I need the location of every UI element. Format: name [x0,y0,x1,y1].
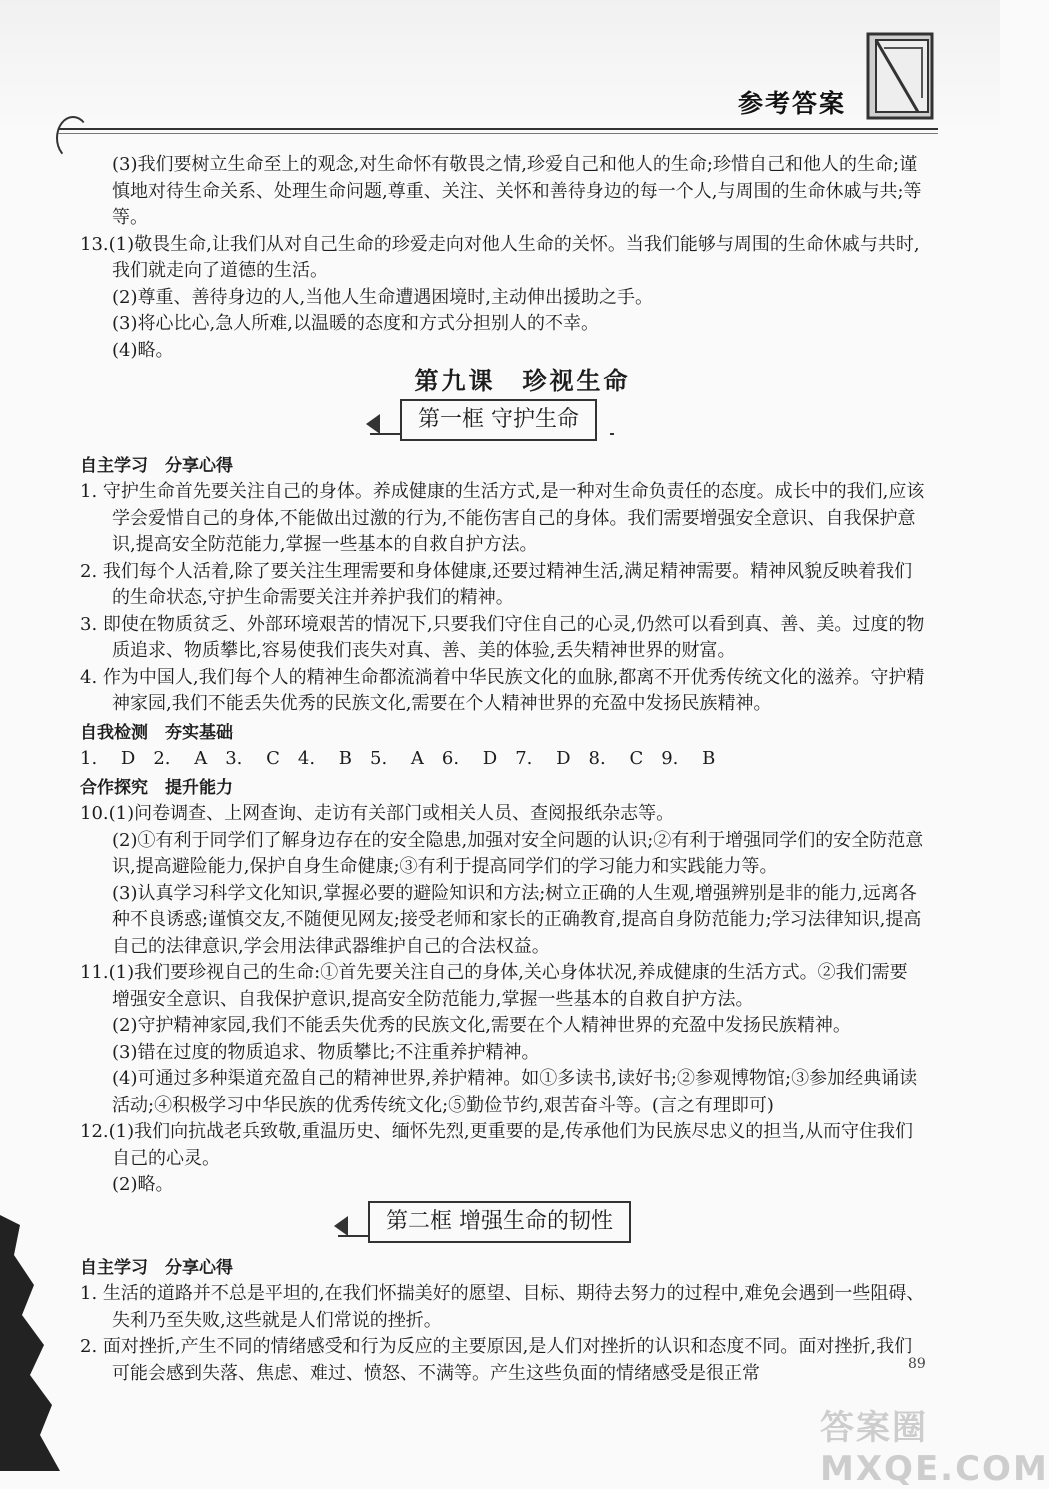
frame-heading-2 [80,1201,925,1249]
answer-paragraph: (3)认真学习科学文化知识,掌握必要的避险知识和方法;树立正确的人生观,增强辨别是非的能力,远离各种不良诱惑;谨慎交友,不随便见网友;接受老师和家长的正确教育,提高自身防范能力;学习法律知识,提高自己的法律意识,学会用法律武器维护自己的合法权益。 [112,882,922,957]
header-title: 参考答案 [738,89,847,118]
answer-text: 守护生命首先要关注自己的身体。养成健康的生活方式,是一种对生命负责任的态度。成长中的我们,应该学会爱惜自己的身体,不能做出过激的行为,不能伤害自己的身体。我们需要增强安全意识、自我保护意识,提高安全防范能力,掌握一些基本的自救自护方法。 [102,481,925,555]
book-icon [858,28,942,124]
frame-title: 第一框 守护生命 [400,399,597,441]
frame-arrow [334,1216,348,1236]
answer-paragraph: (2)尊重、善待身边的人,当他人生命遭遇困境时,主动伸出援助之手。 [112,286,653,308]
answer-text: 作为中国人,我们每个人的精神生命都流淌着中华民族文化的血脉,都离不开优秀传统文化的滋养。守护精神家园,我们不能丢失优秀的民族文化,需要在个人精神世界的充盈中发扬民族精神。 [102,666,925,714]
answer-paragraph: (2)①有利于同学们了解身边存在的安全隐患,加强对安全问题的认识;②有利于增强同学们的安全防范意识,提高避险能力,保护自身生命健康;③有利于提高同学们的学习能力和实践能力等。 [112,829,924,877]
answer-text: 即使在物质贫乏、外部环境艰苦的情况下,只要我们守住自己的心灵,仍然可以看到真、善、美。过度的物质追求、物质攀比,容易使我们丧失对真、善、美的体验,丢失精神世界的财富。 [102,613,925,661]
answer-paragraph: (3)错在过度的物质追求、物质攀比;不注重养护精神。 [112,1041,540,1063]
header-rule [58,128,938,134]
frame-rule-right [610,423,614,435]
answer-paragraph: (2)略。 [112,1174,174,1195]
answer-paragraph: (2)守护精神家园,我们不能丢失优秀的民族文化,需要在个人精神世界的充盈中发扬民族精神。 [112,1015,851,1036]
section-heading: 自主学习 分享心得 [80,1257,233,1278]
answer-text: 面对挫折,产生不同的情绪感受和行为反应的主要原因,是人们对挫折的认识和态度不同。面对挫折,我们可能会感到失落、焦虑、难过、愤怒、不满等。产生这些负面的情绪感受是很正常 [102,1336,913,1384]
question-number: 1. [80,481,98,502]
section-heading: 自主学习 分享心得 [80,455,233,476]
answer-paragraph: (4)略。 [112,339,174,361]
answer-text: (1)问卷调查、上网查询、走访有关部门或相关人员、查阅报纸杂志等。 [108,803,675,824]
question-number: 1. [80,1283,98,1304]
answer-text: 生活的道路并不总是平坦的,在我们怀揣美好的愿望、目标、期待去努力的过程中,难免会遇到一些阻碍、失利乃至失败,这些就是人们常说的挫折。 [102,1283,925,1331]
section-heading: 自我检测 夯实基础 [80,722,233,743]
answer-paragraph [80,559,925,612]
answer-text: 我们每个人活着,除了要关注生理需要和身体健康,还要过精神生活,满足精神需要。精神风貌反映着我们的生命状态,守护生命需要关注并养护我们的精神。 [102,560,913,608]
answer-paragraph [80,612,925,665]
frame-arrow [366,414,380,434]
answer-paragraph [80,232,925,285]
answer-text: (1)敬畏生命,让我们从对自己生命的珍爱走向对他人生命的关怀。当我们能够与周围的生命休戚与共时,我们就走向了道德的生活。 [108,233,920,281]
answer-paragraph [80,960,925,1013]
answer-paragraph: (3)我们要树立生命至上的观念,对生命怀有敬畏之情,珍爱自己和他人的生命;珍惜自己和他人的生命;谨慎地对待生命关系、处理生命问题,尊重、关注、关怀和善待身边的每一个人,与周围的生命休戚与共;等等。 [112,154,922,228]
answer-text: (1)我们向抗战老兵致敬,重温历史、缅怀先烈,更重要的是,传承他们为民族尽忠义的担当,从而守住我们自己的心灵。 [108,1121,914,1169]
answer-paragraph [80,1119,925,1172]
multiple-choice-answers: 1. D 2. A 3. C 4. B 5. A 6. D 7. D 8. C 9. B [80,748,716,769]
answer-text: (1)我们要珍视自己的生命:①首先要关注自己的身体,关心身体状况,养成健康的生活方式。②我们需要增强安全意识、自我保护意识,提高安全防范能力,掌握一些基本的自救自护方法。 [108,962,908,1010]
question-number: 11. [80,962,109,983]
answer-paragraph [80,665,925,718]
answer-paragraph [80,479,925,559]
answer-paragraph [80,1281,925,1334]
answer-paragraph: (4)可通过多种渠道充盈自己的精神世界,养护精神。如①多读书,读好书;②参观博物馆;③参加经典诵读活动;④积极学习中华民族的优秀传统文化;⑤勤俭节约,艰苦奋斗等。(言之有理即可) [112,1068,918,1116]
question-number: 4. [80,666,98,688]
torn-edge [0,1215,70,1471]
lesson-title: 第九课 珍视生命 [414,366,631,395]
header-band [0,0,1000,135]
answer-paragraph [80,801,925,828]
answer-paragraph: (3)将心比心,急人所难,以温暖的态度和方式分担别人的不幸。 [112,313,599,334]
question-number: 12. [80,1121,109,1142]
frame-heading-1 [80,399,925,447]
question-number: 10. [80,803,109,824]
question-number: 3. [80,613,98,635]
frame-title: 第二框 增强生命的韧性 [368,1201,631,1243]
question-number: 2. [80,1336,98,1357]
answer-content [80,152,925,1387]
watermark: 答案圈 MXQE.COM [820,1408,1049,1489]
section-heading: 合作探究 提升能力 [80,777,233,798]
answer-paragraph [80,1334,925,1387]
question-number: 2. [80,560,98,582]
page-number: 89 [908,1356,926,1372]
question-number: 13. [80,233,109,255]
